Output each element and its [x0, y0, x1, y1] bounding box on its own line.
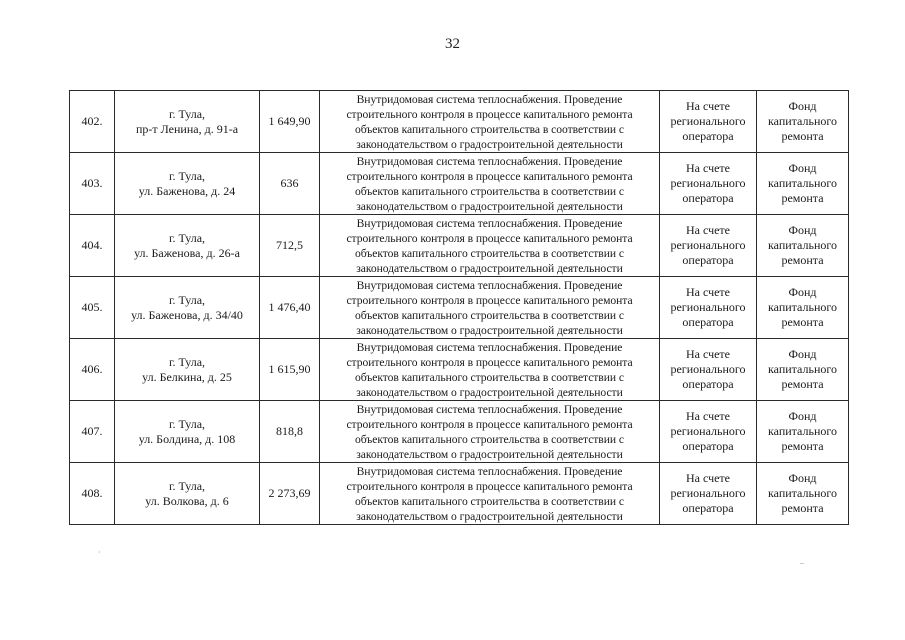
work-line: объектов капитального строительства в соответствии с: [354, 246, 624, 260]
work-line: Внутридомовая система теплоснабжения. Проведение: [356, 92, 623, 106]
work-line: законодательством о градостроительной деятельности: [356, 261, 623, 275]
account-line: оператора: [682, 253, 734, 267]
table-row: [70, 277, 849, 339]
work-line: Внутридомовая система теплоснабжения. Проведение: [356, 464, 623, 478]
repair-table: [69, 90, 849, 525]
work-line: законодательством о градостроительной деятельности: [356, 199, 623, 213]
page-number: 32: [445, 36, 460, 52]
area-cell: 636: [260, 153, 320, 215]
address-city: г. Тула,: [168, 106, 206, 121]
account-line: регионального: [670, 362, 746, 376]
area-cell: 1 649,90: [260, 91, 320, 153]
address-street: пр-т Ленина, д. 91-а: [135, 121, 239, 136]
account-line: На счете: [685, 409, 730, 423]
address-city: г. Тула,: [168, 354, 206, 369]
row-number: 403.: [70, 153, 115, 215]
address-street: ул. Болдина, д. 108: [138, 431, 236, 446]
fund-line: Фонд: [788, 285, 817, 299]
work-line: объектов капитального строительства в соответствии с: [354, 494, 624, 508]
fund-line: Фонд: [788, 409, 817, 423]
fund-line: ремонта: [781, 439, 824, 453]
fund-line: капитального: [768, 362, 837, 376]
work-line: объектов капитального строительства в соответствии с: [354, 308, 624, 322]
row-number: 405.: [70, 277, 115, 339]
fund-line: ремонта: [781, 129, 824, 143]
account-line: На счете: [685, 161, 730, 175]
fund-cell: [757, 153, 849, 215]
table-row: [70, 153, 849, 215]
work-line: законодательством о градостроительной деятельности: [356, 137, 623, 151]
fund-line: капитального: [768, 238, 837, 252]
table-row: [70, 215, 849, 277]
address-city: г. Тула,: [168, 230, 206, 245]
account-line: На счете: [685, 471, 730, 485]
address-cell: [115, 215, 260, 277]
account-cell: [660, 91, 757, 153]
address-cell: [115, 401, 260, 463]
work-line: Внутридомовая система теплоснабжения. Проведение: [356, 340, 623, 354]
fund-line: капитального: [768, 424, 837, 438]
fund-cell: [757, 215, 849, 277]
account-cell: [660, 277, 757, 339]
fund-line: капитального: [768, 176, 837, 190]
row-number: 407.: [70, 401, 115, 463]
address-city: г. Тула,: [168, 416, 206, 431]
scan-speck: ·: [98, 548, 101, 557]
table-row: [70, 463, 849, 525]
fund-cell: [757, 277, 849, 339]
account-line: оператора: [682, 191, 734, 205]
work-description-cell: [320, 91, 660, 153]
area-cell: 1 615,90: [260, 339, 320, 401]
work-line: строительного контроля в процессе капитального ремонта: [346, 231, 633, 245]
address-cell: [115, 463, 260, 525]
account-line: регионального: [670, 300, 746, 314]
account-cell: [660, 401, 757, 463]
address-street: ул. Волкова, д. 6: [145, 493, 229, 508]
account-cell: [660, 339, 757, 401]
work-line: Внутридомовая система теплоснабжения. Проведение: [356, 402, 623, 416]
address-street: ул. Баженова, д. 24: [138, 183, 236, 198]
address-city: г. Тула,: [168, 478, 206, 493]
account-cell: [660, 215, 757, 277]
account-line: оператора: [682, 501, 734, 515]
work-description-cell: [320, 277, 660, 339]
account-cell: [660, 463, 757, 525]
table-row: [70, 401, 849, 463]
account-line: регионального: [670, 176, 746, 190]
fund-cell: [757, 339, 849, 401]
account-line: регионального: [670, 486, 746, 500]
area-cell: 2 273,69: [260, 463, 320, 525]
work-line: объектов капитального строительства в соответствии с: [354, 432, 624, 446]
work-line: строительного контроля в процессе капитального ремонта: [346, 169, 633, 183]
work-description-cell: [320, 401, 660, 463]
work-line: законодательством о градостроительной деятельности: [356, 385, 623, 399]
address-street: ул. Белкина, д. 25: [142, 369, 232, 384]
address-cell: [115, 153, 260, 215]
fund-line: ремонта: [781, 377, 824, 391]
area-cell: 1 476,40: [260, 277, 320, 339]
scan-speck: –: [800, 558, 804, 567]
work-line: законодательством о градостроительной деятельности: [356, 447, 623, 461]
account-line: На счете: [685, 223, 730, 237]
row-number: 404.: [70, 215, 115, 277]
work-description-cell: [320, 339, 660, 401]
work-line: Внутридомовая система теплоснабжения. Проведение: [356, 278, 623, 292]
address-cell: [115, 91, 260, 153]
account-line: На счете: [685, 285, 730, 299]
account-line: регионального: [670, 238, 746, 252]
fund-line: Фонд: [788, 223, 817, 237]
work-line: законодательством о градостроительной деятельности: [356, 323, 623, 337]
account-line: оператора: [682, 439, 734, 453]
fund-cell: [757, 401, 849, 463]
table-body: [70, 91, 849, 525]
address-city: г. Тула,: [168, 292, 206, 307]
fund-line: ремонта: [781, 315, 824, 329]
address-street: ул. Баженова, д. 34/40: [131, 307, 243, 322]
work-line: объектов капитального строительства в соответствии с: [354, 370, 624, 384]
work-line: строительного контроля в процессе капитального ремонта: [346, 107, 633, 121]
work-description-cell: [320, 153, 660, 215]
work-line: строительного контроля в процессе капитального ремонта: [346, 417, 633, 431]
work-description-cell: [320, 463, 660, 525]
fund-cell: [757, 463, 849, 525]
address-city: г. Тула,: [168, 168, 206, 183]
account-line: регионального: [670, 424, 746, 438]
table-row: [70, 339, 849, 401]
fund-line: ремонта: [781, 191, 824, 205]
row-number: 408.: [70, 463, 115, 525]
row-number: 406.: [70, 339, 115, 401]
address-cell: [115, 277, 260, 339]
fund-line: капитального: [768, 114, 837, 128]
work-line: строительного контроля в процессе капитального ремонта: [346, 293, 633, 307]
area-cell: 818,8: [260, 401, 320, 463]
area-cell: 712,5: [260, 215, 320, 277]
fund-line: капитального: [768, 486, 837, 500]
account-line: регионального: [670, 114, 746, 128]
work-line: строительного контроля в процессе капитального ремонта: [346, 355, 633, 369]
account-line: оператора: [682, 315, 734, 329]
account-line: оператора: [682, 377, 734, 391]
account-line: оператора: [682, 129, 734, 143]
fund-line: Фонд: [788, 471, 817, 485]
row-number: 402.: [70, 91, 115, 153]
fund-line: ремонта: [781, 253, 824, 267]
work-line: Внутридомовая система теплоснабжения. Проведение: [356, 216, 623, 230]
fund-line: ремонта: [781, 501, 824, 515]
address-street: ул. Баженова, д. 26-а: [134, 245, 240, 260]
address-cell: [115, 339, 260, 401]
table-row: [70, 91, 849, 153]
work-line: объектов капитального строительства в соответствии с: [354, 122, 624, 136]
fund-line: Фонд: [788, 161, 817, 175]
fund-cell: [757, 91, 849, 153]
work-description-cell: [320, 215, 660, 277]
account-cell: [660, 153, 757, 215]
fund-line: капитального: [768, 300, 837, 314]
account-line: На счете: [685, 347, 730, 361]
work-line: строительного контроля в процессе капитального ремонта: [346, 479, 633, 493]
account-line: На счете: [685, 99, 730, 113]
work-line: Внутридомовая система теплоснабжения. Проведение: [356, 154, 623, 168]
work-line: законодательством о градостроительной деятельности: [356, 509, 623, 523]
fund-line: Фонд: [788, 99, 817, 113]
work-line: объектов капитального строительства в соответствии с: [354, 184, 624, 198]
fund-line: Фонд: [788, 347, 817, 361]
